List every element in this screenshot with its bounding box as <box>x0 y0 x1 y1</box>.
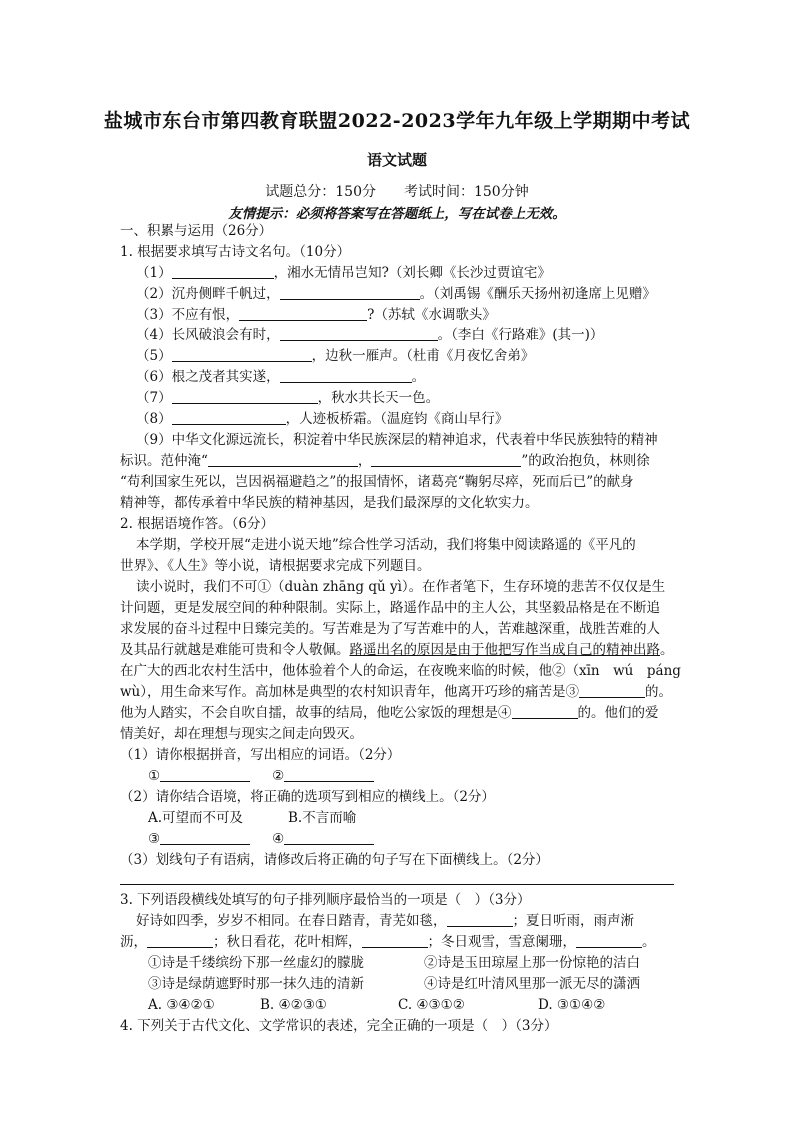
question-1-stem: 1. 根据要求填写古诗文名句。（10分） <box>120 244 351 260</box>
q1-5-text: ，边秋一雁声。（杜甫《月夜忆舍弟》 <box>311 348 535 364</box>
q3-text: 好诗如四季，岁岁不相同。在春日踏青，青芜如毯， <box>136 913 447 929</box>
underlined-sentence: 路遥出名的原因是由于他把写作当成自己的精神出路 <box>349 642 660 658</box>
answer-blank[interactable] <box>371 452 521 467</box>
exam-info: 试题总分：150分 考试时间：150分钟 <box>265 184 529 200</box>
exam-subtitle: 语文试题 <box>366 151 427 169</box>
q1-2-prefix: （2）沉舟侧畔千帆过， <box>136 286 280 302</box>
q1-2-text: 。（刘禹锡《酬乐天扬州初逢席上见赠》 <box>419 286 656 302</box>
q2-sub1: （1）请你根据拼音，写出相应的词语。（2分） <box>120 747 401 763</box>
q2-para1-line1: 本学期，学校开展“走进小说天地”综合性学习活动，我们将集中阅读路遥的《平凡的 <box>136 537 636 553</box>
q1-3-text: ?（苏轼《水调歌头》 <box>367 307 496 323</box>
q1-1-prefix: （1） <box>136 265 172 281</box>
q1-9-text-b: ， <box>357 453 372 469</box>
q3-options-row2 <box>148 974 640 994</box>
q2-para2-line8: 情美好，却在理想与现实之间走向毁灭。 <box>120 726 363 742</box>
answer-line[interactable] <box>120 884 674 885</box>
q2-sub1-label-2: ② <box>272 768 285 784</box>
q1-line-3 <box>136 305 496 325</box>
answer-blank[interactable] <box>172 389 318 404</box>
q2-sub2-label-3: ③ <box>148 831 161 847</box>
answer-blank[interactable] <box>172 347 312 362</box>
q3-choices <box>148 995 605 1015</box>
q3-option-3: ③诗是绿荫遮野时那一抹久违的清新 <box>148 976 364 992</box>
q2-sub1-label-1: ① <box>148 768 161 784</box>
q3-option-2: ②诗是玉田琼屋上那一份惊艳的洁白 <box>424 955 640 971</box>
q2-sub2: （2）请你结合语境，将正确的选项写到相应的横线上。（2分） <box>120 789 495 805</box>
q2-text: 他为人踏实，不会自吹自擂，故事的结局，他吃公家饭的理想是④ <box>120 705 512 721</box>
answer-blank[interactable] <box>160 830 250 845</box>
q1-line-9-1: （9）中华文化源远流长，积淀着中华民族深层的精神追求，代表着中华民族独特的精神 <box>136 432 658 448</box>
q1-8-prefix: （8） <box>136 411 172 427</box>
answer-blank[interactable] <box>172 410 286 425</box>
q1-line-8 <box>136 409 508 429</box>
q2-para2-line5: 在广大的西北农村生活中，他体验着个人的命运，在夜晚来临的时候，他②（xīn wú páng <box>120 663 681 679</box>
q3-text: ；夏日听雨，雨声淅 <box>512 913 634 929</box>
q2-sub1-answers <box>148 766 374 786</box>
q1-1-text: ，湘水无情吊岂知?（刘长卿《长沙过贾谊宅》 <box>273 265 551 281</box>
answer-blank[interactable] <box>579 683 645 698</box>
q3-text: ；秋日看花，花叶相辉， <box>213 934 362 950</box>
choice-b[interactable]: B. ④②③① <box>260 997 327 1013</box>
q2-sub2-options <box>148 808 356 828</box>
q2-text: 。 <box>660 642 674 658</box>
question-2-stem: 2. 根据语境作答。（6分） <box>120 516 275 532</box>
q1-line-1 <box>136 263 551 283</box>
choice-d[interactable]: D. ③①④② <box>538 997 606 1013</box>
q2-text: 的。 <box>645 684 672 700</box>
question-3-stem: 3. 下列语段横线处填写的句子排列顺序最恰当的一项是（ ）（3分） <box>120 892 531 908</box>
choice-a[interactable]: A. ③④②① <box>148 997 215 1013</box>
q3-text-line1 <box>136 911 634 931</box>
q1-9-text-c: ”的政治抱负，林则徐 <box>521 453 650 469</box>
option-a: A.可望而不可及 <box>148 810 244 826</box>
q1-line-9-4: 精神等，都传承着中华民族的精神基因，是我们最深厚的文化软实力。 <box>120 495 539 511</box>
q2-para2-line2: 计问题，更是发展空间的种种限制。实际上，路遥作品中的主人公，其坚毅品格是在不断追 <box>120 600 660 616</box>
q1-line-7 <box>136 388 439 408</box>
section-heading: 一、积累与运用（26分） <box>120 223 273 239</box>
q3-options-row1 <box>148 953 640 973</box>
answer-blank[interactable] <box>239 306 367 321</box>
answer-blank[interactable] <box>280 368 412 383</box>
q3-text: 沥， <box>120 934 147 950</box>
q1-5-prefix: （5） <box>136 348 172 364</box>
q2-text: wù），用生命来写作。高加林是典型的农村知识青年，他离开巧珍的痛苦是③ <box>120 684 579 700</box>
q1-6-prefix: （6）根之茂者其实遂， <box>136 369 280 385</box>
q1-9-text-a: 标识。范仲淹“ <box>120 453 208 469</box>
q1-line-9-3: “苟利国家生死以，岂因祸福避趋之”的报国情怀，诸葛亮“鞠躬尽瘁，死而后已”的献身 <box>120 474 634 490</box>
q2-para2-line3: 求发展的奋斗过程中日臻完美的。写苦难是为了写苦难中的人，苦难越深重，战胜苦难的人 <box>120 621 660 637</box>
answer-blank[interactable] <box>362 933 428 948</box>
q2-para2-line6 <box>120 682 672 702</box>
q1-line-5 <box>136 346 534 366</box>
q1-8-text: ，人迹板桥霜。（温庭钧《商山早行》 <box>285 411 509 427</box>
answer-blank[interactable] <box>160 767 250 782</box>
q1-6-text: 。 <box>411 369 426 385</box>
question-4-stem: 4. 下列关于古代文化、文学常识的表述，完全正确的一项是（ ）（3分） <box>120 1018 558 1034</box>
q2-sub3: （3）划线句子有语病，请修改后将正确的句子写在下面横线上。（2分） <box>120 852 549 868</box>
q1-7-text: ，秋水共长天一色。 <box>317 390 440 406</box>
answer-blank[interactable] <box>147 933 213 948</box>
q2-para2-line7 <box>120 703 659 723</box>
q1-7-prefix: （7） <box>136 390 172 406</box>
q3-text: 。 <box>642 934 656 950</box>
answer-blank[interactable] <box>284 767 374 782</box>
answer-blank[interactable] <box>172 264 274 279</box>
q2-sub2-label-4: ④ <box>272 831 285 847</box>
answer-blank[interactable] <box>512 704 578 719</box>
q1-line-2 <box>136 284 656 304</box>
q1-line-4 <box>136 325 603 345</box>
q3-text: ；冬日观雪，雪意阑珊， <box>427 934 576 950</box>
q2-para2-line4 <box>120 640 674 660</box>
q2-sub2-answers <box>148 829 374 849</box>
choice-c[interactable]: C. ④③①② <box>398 997 465 1013</box>
q1-4-text: 。（李白《行路难》(其一)） <box>437 327 604 343</box>
answer-blank[interactable] <box>576 933 642 948</box>
q2-para1-line2: 世界》、《人生》等小说，请根据要求完成下列题目。 <box>120 558 431 574</box>
q2-text: 的。他们的爱 <box>577 705 659 721</box>
q1-3-prefix: （3）不应有恨， <box>136 307 240 323</box>
q1-line-9-2 <box>120 451 650 471</box>
q1-line-6 <box>136 367 425 387</box>
answer-blank[interactable] <box>280 285 420 300</box>
q2-para2-line1: 读小说时，我们不可①（duàn zhāng qǔ yì）。在作者笔下，生存环境的悲苦不仅仅是生 <box>136 579 666 595</box>
answer-blank[interactable] <box>447 912 513 927</box>
q3-option-1: ①诗是千缕缤纷下那一丝虚幻的朦胧 <box>148 955 364 971</box>
q2-text: 及其品行就越是难能可贵和令人敬佩。 <box>120 642 350 658</box>
answer-blank[interactable] <box>280 326 438 341</box>
exam-title: 盐城市东台市第四教育联盟2022-2023学年九年级上学期期中考试 <box>103 110 691 132</box>
friendly-tip: 友情提示：必须将答案写在答题纸上，写在试卷上无效。 <box>228 206 566 222</box>
q3-option-4: ④诗是红叶清风里那一派无尽的潇洒 <box>424 976 640 992</box>
answer-blank[interactable] <box>284 830 374 845</box>
answer-blank[interactable] <box>208 452 358 467</box>
q1-4-prefix: （4）长风破浪会有时， <box>136 327 280 343</box>
q3-text-line2 <box>120 932 656 952</box>
option-b: B.不言而喻 <box>288 810 357 826</box>
